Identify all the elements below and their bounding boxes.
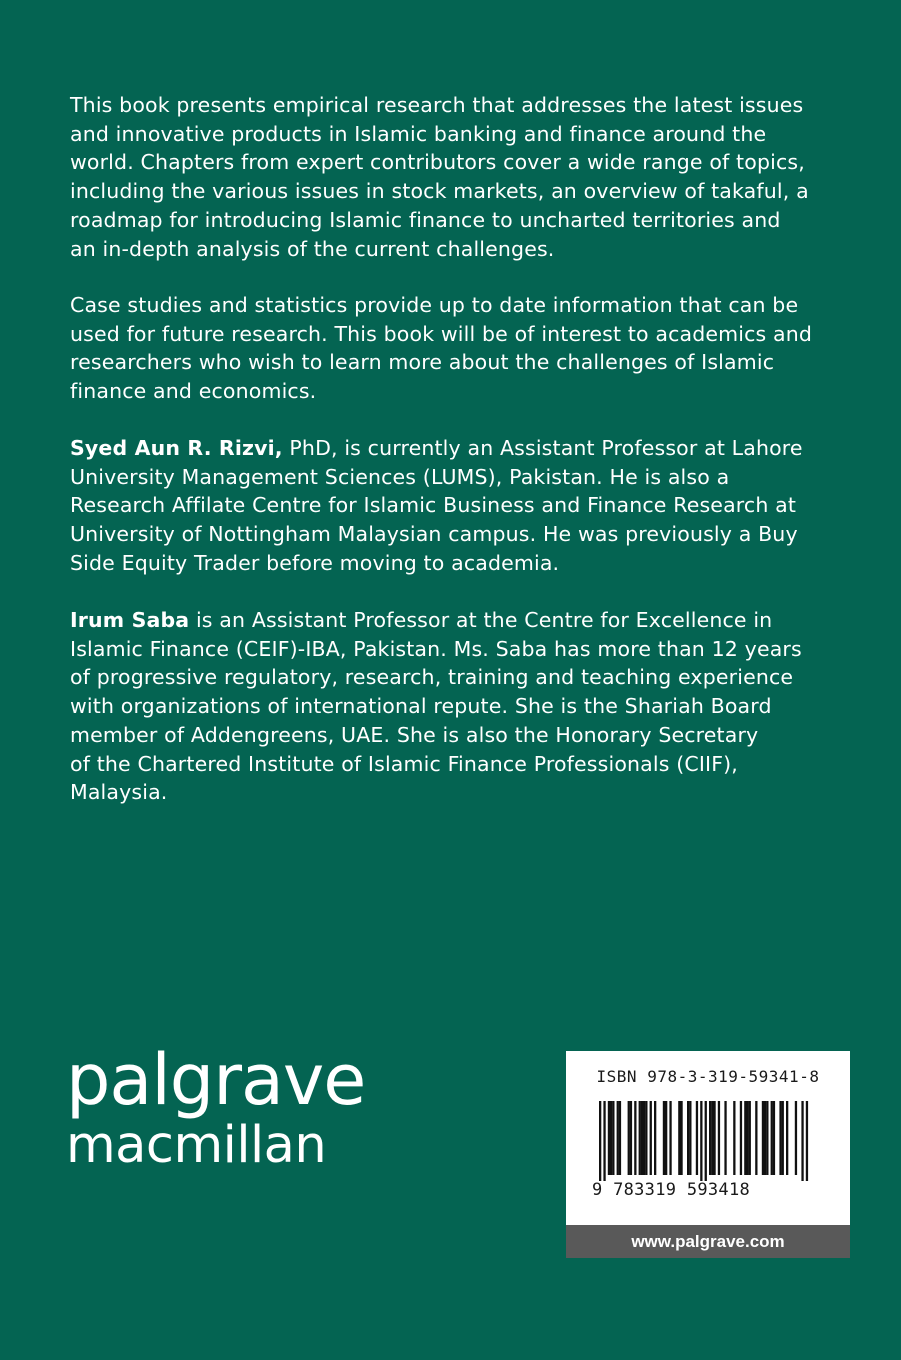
author-bio-saba: [70, 606, 870, 807]
barcode-bar: [749, 1101, 751, 1175]
description-paragraph-1: This book presents empirical research that addresses the latest issues and innovative products in Islamic banking and finance around the world. Chapters from expert contributors cover a wide range of topics, including the various issues in stock markets, an overview of takaful, a roadmap for introducing Islamic finance to uncharted territories and an in-depth analysis of the current challenges.: [70, 93, 809, 261]
barcode-bar: [709, 1101, 711, 1175]
barcode-bar: [669, 1101, 671, 1175]
barcode-bar: [639, 1101, 641, 1175]
author-name-saba: Irum Saba: [70, 608, 190, 632]
barcode-bar: [612, 1101, 614, 1175]
barcode-bar: [746, 1101, 748, 1175]
publisher-url: www.palgrave.com: [566, 1225, 850, 1258]
barcode-bar: [733, 1101, 735, 1175]
barcode-bar: [645, 1101, 647, 1175]
barcode-bar: [795, 1101, 797, 1175]
barcode-bar: [773, 1101, 775, 1175]
barcode-image: [594, 1101, 822, 1181]
barcode-bar: [678, 1101, 680, 1175]
barcode-bar: [617, 1101, 619, 1175]
author-bio-rizvi: [70, 434, 870, 578]
barcode-bar: [610, 1101, 612, 1175]
barcode-bar: [680, 1101, 682, 1175]
barcode-bar: [650, 1101, 652, 1175]
description-paragraph-2: Case studies and statistics provide up to date information that can be used for future research. This book will be of interest to academics and researchers who wish to learn more about the challenges of Islamic finance and economics.: [70, 293, 813, 404]
barcode-bar: [705, 1101, 707, 1181]
barcode-bar: [608, 1101, 610, 1175]
barcode-bar: [628, 1101, 630, 1175]
publisher-logo-line1: palgrave: [66, 1039, 366, 1121]
barcode-bar: [643, 1101, 645, 1175]
author-name-rizvi: Syed Aun R. Rizvi,: [70, 436, 283, 460]
barcode-bar: [740, 1101, 742, 1175]
barcode-digits: 9 783319 593418: [592, 1180, 751, 1200]
barcode-bar: [654, 1101, 656, 1175]
publisher-logo-line2: macmillan: [66, 1116, 327, 1175]
isbn-label: ISBN 978-3-319-59341-8: [596, 1067, 820, 1086]
barcode-bar: [718, 1101, 720, 1175]
barcode-bar: [724, 1101, 726, 1175]
barcode-bar: [689, 1101, 691, 1175]
barcode-bar: [764, 1101, 766, 1175]
barcode-bar: [786, 1101, 788, 1175]
barcode-bar: [619, 1101, 621, 1175]
barcode-bar: [630, 1101, 632, 1175]
barcode-bar: [801, 1101, 803, 1181]
barcode-bar: [779, 1101, 781, 1175]
barcode-bar: [766, 1101, 768, 1175]
barcode-bar: [771, 1101, 773, 1175]
barcode-bar: [696, 1101, 698, 1175]
barcode-bar: [755, 1101, 757, 1175]
barcode-bar: [806, 1101, 808, 1181]
barcode-bar: [663, 1101, 665, 1175]
barcode-bar: [713, 1101, 715, 1175]
barcode-bar: [711, 1101, 713, 1175]
barcode-bar: [603, 1101, 605, 1181]
barcode-bar: [782, 1101, 784, 1175]
barcode-bar: [700, 1101, 702, 1181]
publisher-logo: [66, 1040, 365, 1176]
author-bio-text-rizvi: PhD, is currently an Assistant Professor at Lahore University Management Sciences (LUMS), Pakistan. He is also a Research Affilate Centre for Islamic Business and Finance Research at University of Nottingham Malaysian campus. He was previously a Buy Side Equity Trader before moving to academia.: [70, 436, 803, 575]
barcode-bar: [641, 1101, 643, 1175]
barcode-bar: [665, 1101, 667, 1175]
barcode-box: [566, 1051, 850, 1258]
barcode-bar: [599, 1101, 601, 1181]
barcode-bar: [687, 1101, 689, 1175]
barcode-bar: [744, 1101, 746, 1175]
barcode-bar: [762, 1101, 764, 1175]
barcode-bar: [634, 1101, 636, 1175]
author-bio-text-saba: is an Assistant Professor at the Centre for Excellence in Islamic Finance (CEIF)-IBA, Pakistan. Ms. Saba has more than 12 years of progressive regulatory, research, training and teaching experience with organizations of international repute. She is the Shariah Board member of Addengreens, UAE. She is also the Honorary Secretary of the Chartered Institute of Islamic Finance Professionals (CIIF), Malaysia.: [70, 608, 802, 805]
